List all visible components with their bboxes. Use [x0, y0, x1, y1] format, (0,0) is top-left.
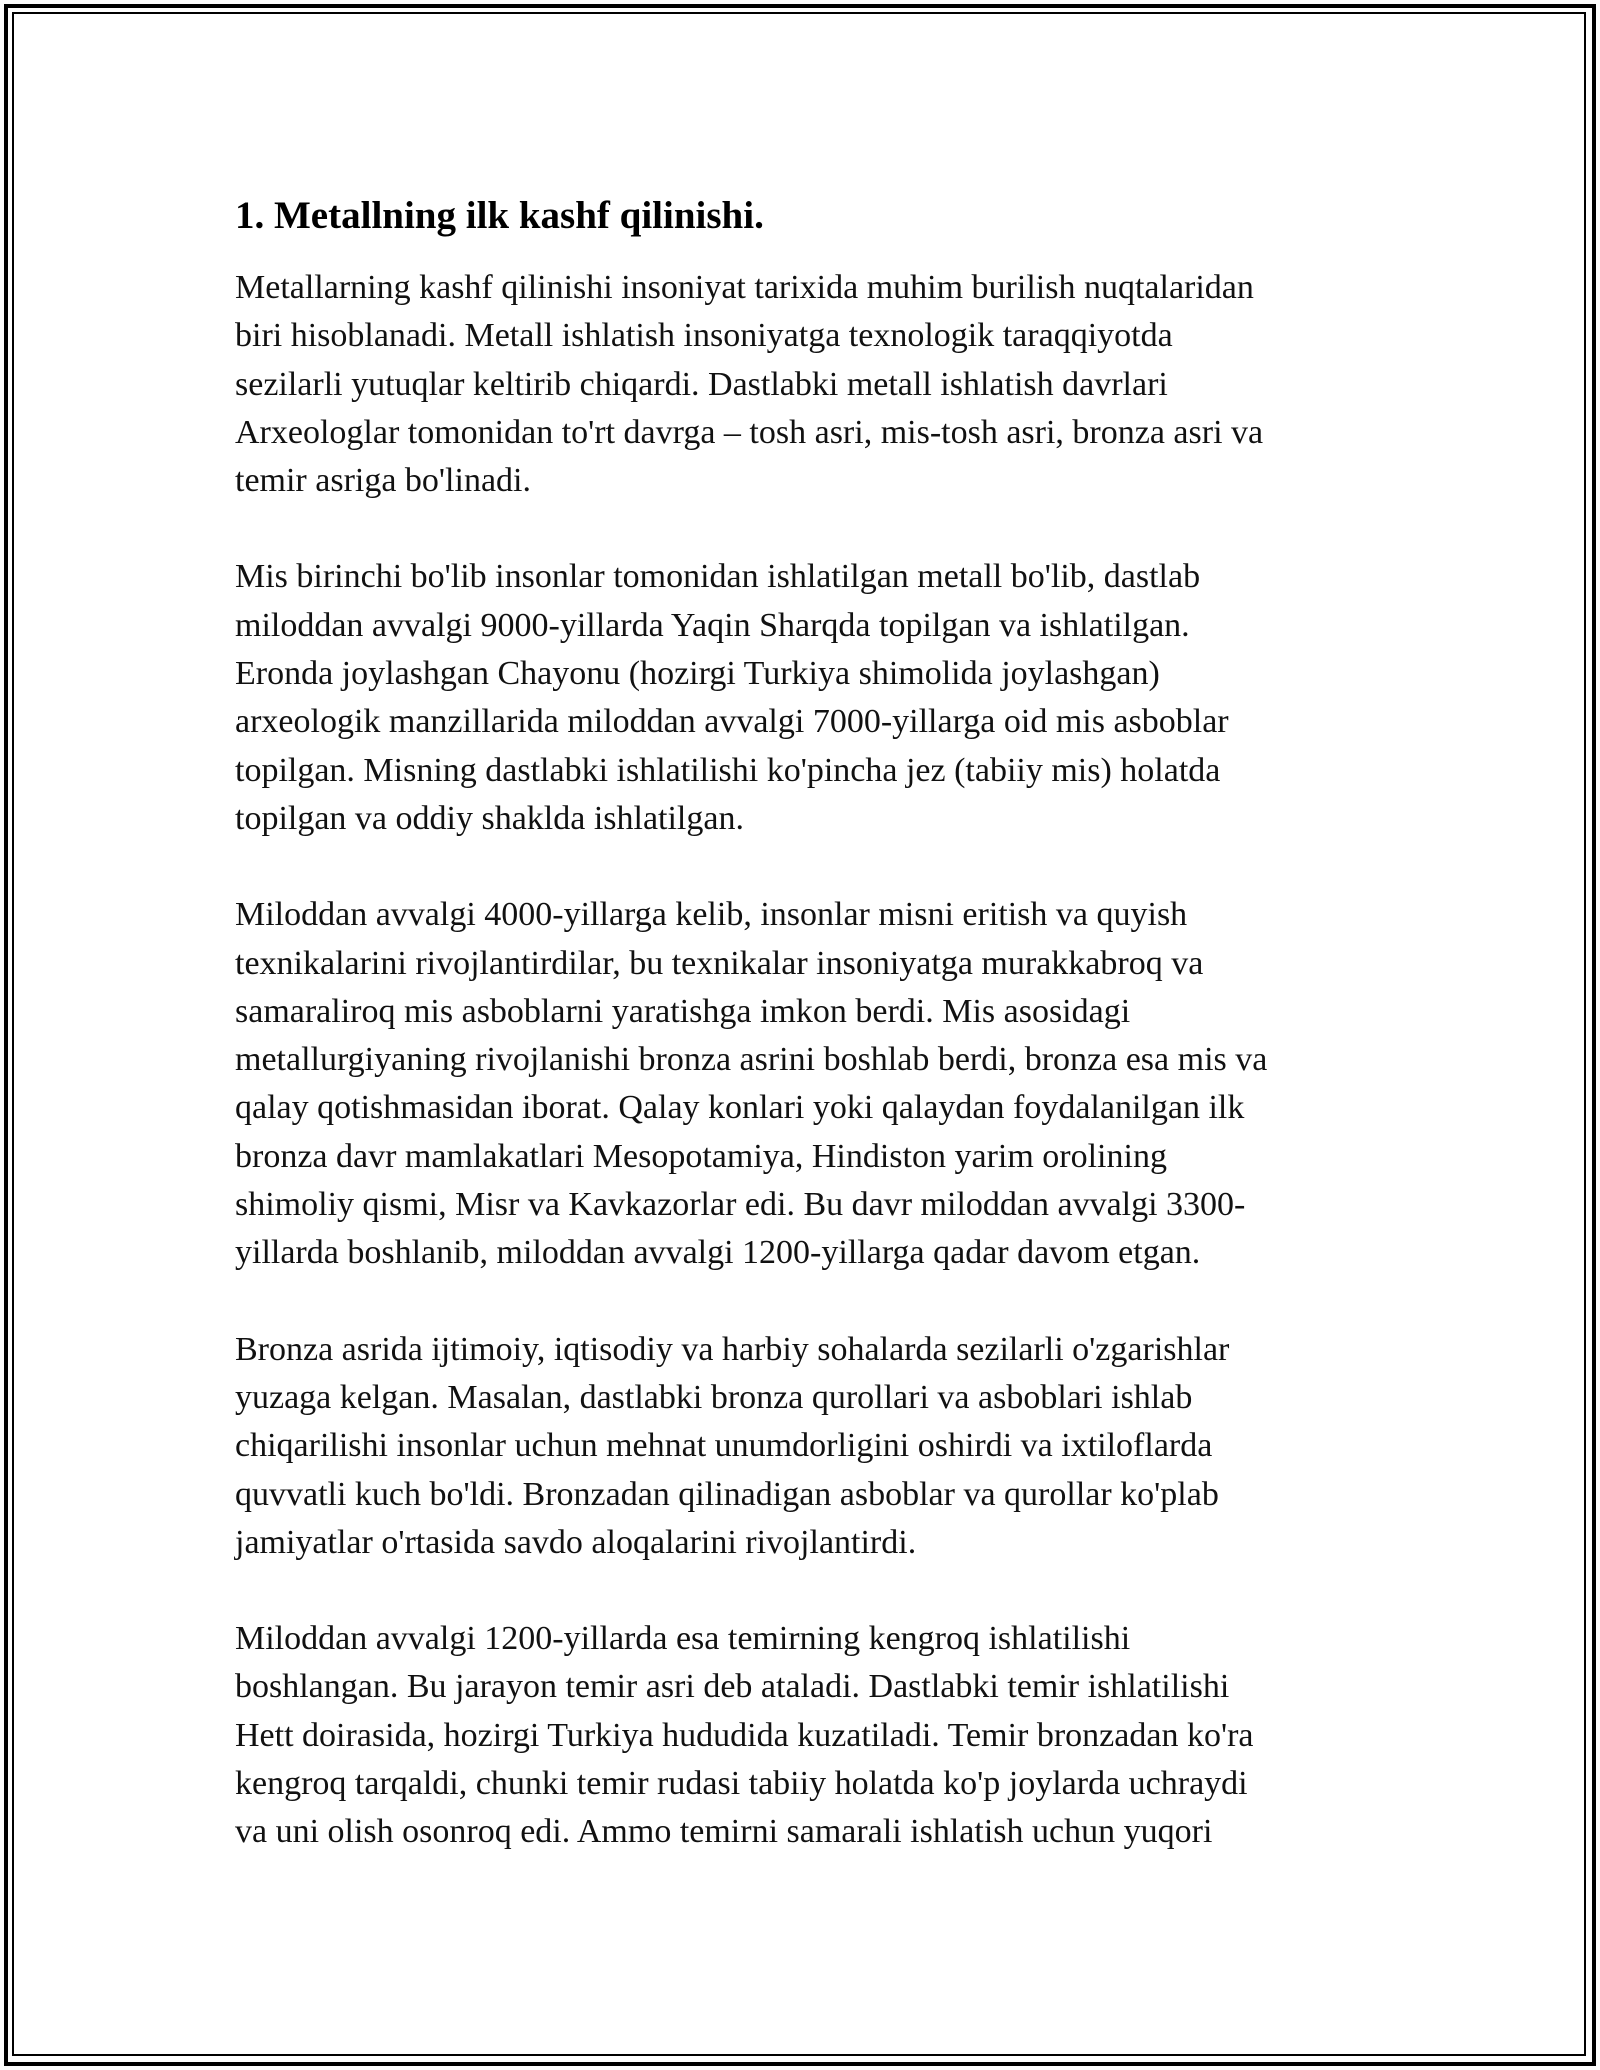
paragraph-line: jamiyatlar o'rtasida savdo aloqalarini rivojlantirdi. — [235, 1523, 917, 1561]
paragraph-line: yuzaga kelgan. Masalan, dastlabki bronza qurollari va asboblari ishlab — [235, 1378, 1193, 1416]
paragraph-line: miloddan avvalgi 9000-yillarda Yaqin Sharqda topilgan va ishlatilgan. — [235, 606, 1190, 644]
section-heading: 1. Metallning ilk kashf qilinishi. — [235, 194, 764, 237]
paragraph-line: arxeologik manzillarida miloddan avvalgi 7000-yillarga oid mis asboblar — [235, 703, 1229, 741]
paragraph — [235, 1615, 1375, 1856]
paragraph-line: biri hisoblanadi. Metall ishlatish insoniyatga texnologik taraqqiyotda — [235, 317, 1173, 355]
paragraph-line: Mis birinchi bo'lib insonlar tomonidan ishlatilgan metall bo'lib, dastlab — [235, 558, 1201, 596]
paragraph-line: metallurgiyaning rivojlanishi bronza asrini boshlab berdi, bronza esa mis va — [235, 1041, 1268, 1079]
paragraph-line: yillarda boshlanib, miloddan avvalgi 1200-yillarga qadar davom etgan. — [235, 1234, 1201, 1272]
paragraph-line: quvvatli kuch bo'ldi. Bronzadan qilinadigan asboblar va qurollar ko'plab — [235, 1475, 1219, 1513]
paragraph-line: texnikalarini rivojlantirdilar, bu texnikalar insoniyatga murakkabroq va — [235, 944, 1204, 982]
document-body — [235, 188, 1375, 1905]
paragraph-line: chiqarilishi insonlar uchun mehnat unumdorligini oshirdi va ixtiloflarda — [235, 1427, 1213, 1465]
paragraph-line: topilgan va oddiy shaklda ishlatilgan. — [235, 799, 744, 837]
paragraph-line: Miloddan avvalgi 1200-yillarda esa temirning kengroq ishlatilishi — [235, 1620, 1131, 1658]
paragraph-line: samaraliroq mis asboblarni yaratishga imkon berdi. Mis asosidagi — [235, 992, 1131, 1030]
paragraph-line: qalay qotishmasidan iborat. Qalay konlari yoki qalaydan foydalanilgan ilk — [235, 1089, 1245, 1127]
paragraph-line: sezilarli yutuqlar keltirib chiqardi. Dastlabki metall ishlatish davrlari — [235, 365, 1168, 403]
paragraph-line: boshlangan. Bu jarayon temir asri deb ataladi. Dastlabki temir ishlatilishi — [235, 1668, 1230, 1706]
paragraph-line: shimoliy qismi, Misr va Kavkazorlar edi. Bu davr miloddan avvalgi 3300- — [235, 1186, 1246, 1224]
paragraph-line: Miloddan avvalgi 4000-yillarga kelib, insonlar misni eritish va quyish — [235, 896, 1188, 934]
paragraph — [235, 553, 1375, 843]
paragraph-line: Eronda joylashgan Chayonu (hozirgi Turkiya shimolida joylashgan) — [235, 655, 1160, 693]
paragraph-line: Metallarning kashf qilinishi insoniyat tarixida muhim burilish nuqtalaridan — [235, 269, 1254, 306]
paragraph-line: Bronza asrida ijtimoiy, iqtisodiy va harbiy sohalarda sezilarli o'zgarishlar — [235, 1330, 1230, 1368]
paragraph-line: Arxeologlar tomonidan to'rt davrga – tosh asri, mis-tosh asri, bronza asri va — [235, 413, 1264, 451]
paragraph-list — [235, 264, 1375, 1857]
paragraph — [235, 891, 1375, 1277]
paragraph-line: temir asriga bo'linadi. — [235, 462, 531, 500]
paragraph — [235, 264, 1375, 505]
paragraph-line: topilgan. Misning dastlabki ishlatilishi ko'pincha jez (tabiiy mis) holatda — [235, 751, 1221, 789]
paragraph-line: Hett doirasida, hozirgi Turkiya hududida kuzatiladi. Temir bronzadan ko'ra — [235, 1716, 1254, 1754]
paragraph-line: bronza davr mamlakatlari Mesopotamiya, Hindiston yarim orolining — [235, 1137, 1167, 1175]
paragraph-line: kengroq tarqaldi, chunki temir rudasi tabiiy holatda ko'p joylarda uchraydi — [235, 1765, 1248, 1803]
paragraph — [235, 1326, 1375, 1567]
paragraph-line: va uni olish osonroq edi. Ammo temirni samarali ishlatish uchun yuqori — [235, 1813, 1213, 1851]
